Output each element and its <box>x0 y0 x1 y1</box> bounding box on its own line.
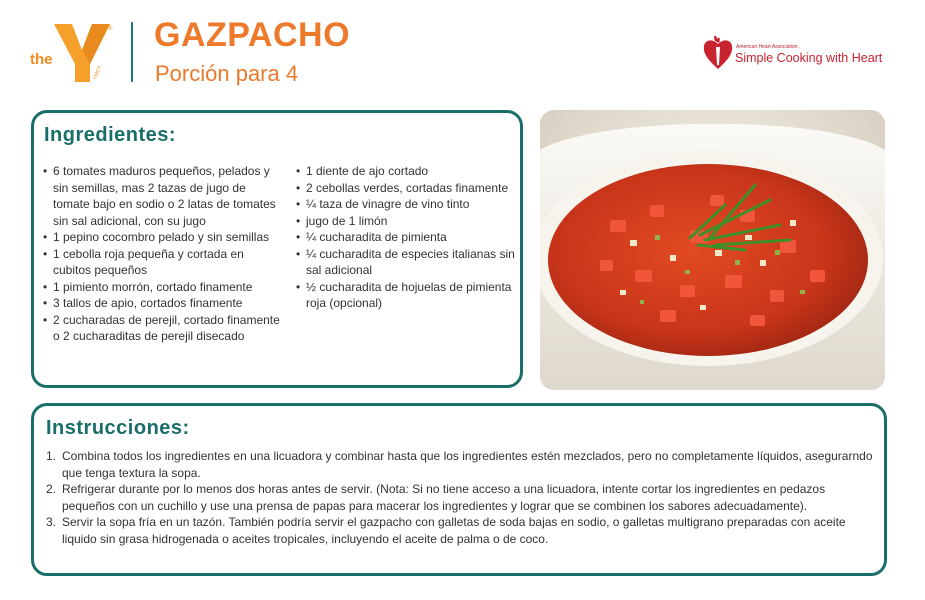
instruction-step <box>46 448 876 481</box>
gazpacho-photo <box>540 110 885 390</box>
step-number: 1. <box>46 449 57 463</box>
ingredient-item: • ¼ cucharadita de pimienta <box>296 229 516 246</box>
ingredient-item: • ¼ taza de vinagre de vino tinto <box>296 196 516 213</box>
step-number: 2. <box>46 482 57 496</box>
step-text: Refrigerar durante por lo menos dos horas antes de servir. (Nota: Si no tiene acceso a una licuadora, intente cortar los ingredientes en pedazos pequeños con un cuchillo y use una prensa de papas para macerar los ingredientes y lograr que se combinen los sabores adecuadamente). <box>62 482 826 513</box>
ingredient-item: • ¼ cucharadita de especies italianas sin sal adicional <box>296 246 516 279</box>
header-divider <box>131 22 133 82</box>
ingredient-item: • 2 cebollas verdes, cortadas finamente <box>296 180 516 197</box>
aha-tagline: Simple Cooking with Heart <box>735 51 883 65</box>
ingredient-item: • 3 tallos de apio, cortados finamente <box>43 295 285 312</box>
ingredients-heading: Ingredientes: <box>44 124 177 146</box>
recipe-title: GAZPACHO <box>154 16 351 54</box>
ingredient-item: • 6 tomates maduros pequeños, pelados y sin semillas, mas 2 tazas de jugo de tomate bajo en sodio o 2 latas de tomates sin sal adicional, con su jugo <box>43 163 285 229</box>
ingredient-item: • ½ cucharadita de hojuelas de pimienta roja (opcional) <box>296 279 516 312</box>
instructions-panel <box>31 403 887 576</box>
svg-text:®: ® <box>108 26 113 32</box>
ingredient-item: • 1 pimiento morrón, cortado finamente <box>43 279 285 296</box>
ingredient-item: • 1 cebolla roja pequeña y cortada en cubitos pequeños <box>43 246 285 279</box>
step-text: Combina todos los ingredientes en una licuadora y combinar hasta que los ingredientes estén mezclados, pero no completamente líquidos, asegurarndo que tenga textura la sopa. <box>62 449 873 480</box>
ymca-logo <box>28 20 124 86</box>
ymca-the-text: the <box>30 51 53 68</box>
ingredient-item: • jugo de 1 limón <box>296 213 516 230</box>
ingredients-panel <box>31 110 523 388</box>
ingredient-item: • 1 pepino cocombro pelado y sin semillas <box>43 229 285 246</box>
step-text: Servir la sopa fría en un tazón. También podría servir el gazpacho con galletas de soda bajas en sodio, o galletas multigrano preparadas con aceite liquido sin grasa hidrogenada o aceites tropicales, incluyendo el aceite de palma o de coco. <box>62 515 846 546</box>
ingredient-item: • 1 diente de ajo cortado <box>296 163 516 180</box>
aha-org-name: American Heart Association. <box>736 44 799 50</box>
ymca-small-text: YMCA <box>92 65 103 81</box>
ingredient-item: • 2 cucharadas de perejil, cortado finamente o 2 cucharaditas de perejil disecado <box>43 312 285 345</box>
instructions-list <box>46 448 876 547</box>
step-number: 3. <box>46 515 57 529</box>
recipe-servings: Porción para 4 <box>155 61 299 86</box>
ingredients-column-2 <box>296 163 516 312</box>
instruction-step <box>46 514 876 547</box>
heart-torch-icon <box>703 35 733 73</box>
instruction-step <box>46 481 876 514</box>
instructions-heading: Instrucciones: <box>46 417 190 439</box>
ingredients-column-1 <box>43 163 285 345</box>
aha-logo <box>703 35 903 75</box>
